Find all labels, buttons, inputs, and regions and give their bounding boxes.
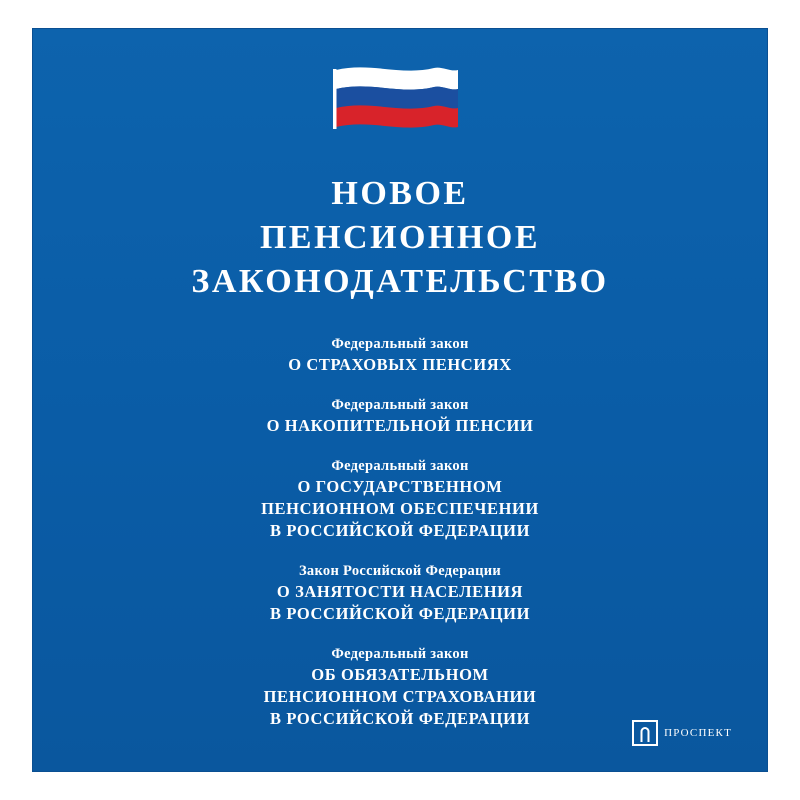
law-name-line: О СТРАХОВЫХ ПЕНСИЯХ — [288, 355, 512, 374]
russian-flag-icon — [330, 60, 470, 146]
law-name-line: О ГОСУДАРСТВЕННОМ — [297, 477, 503, 496]
laws-list — [32, 334, 768, 749]
list-item — [32, 456, 768, 542]
law-name-line: В РОССИЙСКОЙ ФЕДЕРАЦИИ — [269, 709, 531, 728]
law-name-line: ОБ ОБЯЗАТЕЛЬНОМ — [311, 665, 489, 684]
law-kind: Федеральный закон — [331, 646, 469, 662]
law-name — [32, 476, 768, 542]
book-cover — [32, 28, 768, 772]
publisher-name: ПРОСПЕКТ — [664, 727, 732, 739]
law-name-line: О НАКОПИТЕЛЬНОЙ ПЕНСИИ — [266, 416, 534, 435]
title-line-3: ЗАКОНОДАТЕЛЬСТВО — [191, 263, 609, 300]
law-name-line: ПЕНСИОННОМ ОБЕСПЕЧЕНИИ — [261, 499, 539, 518]
title-line-2: ПЕНСИОННОЕ — [259, 219, 541, 256]
list-item — [32, 561, 768, 625]
list-item — [32, 644, 768, 730]
list-item — [32, 395, 768, 437]
law-name-line: О ЗАНЯТОСТИ НАСЕЛЕНИЯ — [276, 582, 524, 601]
title-line-1: НОВОЕ — [331, 175, 469, 212]
law-name — [32, 415, 768, 437]
law-kind: Федеральный закон — [331, 397, 469, 413]
law-name — [32, 354, 768, 376]
law-kind: Федеральный закон — [331, 458, 469, 474]
law-kind: Федеральный закон — [331, 336, 469, 352]
publisher-logo — [632, 720, 732, 746]
law-name-line: В РОССИЙСКОЙ ФЕДЕРАЦИИ — [269, 604, 531, 623]
page-title — [32, 172, 768, 304]
prospekt-arch-logo-icon — [632, 720, 658, 746]
law-kind: Закон Российской Федерации — [298, 563, 502, 579]
law-name-line: ПЕНСИОННОМ СТРАХОВАНИИ — [263, 687, 537, 706]
list-item — [32, 334, 768, 376]
law-name — [32, 581, 768, 625]
law-name-line: В РОССИЙСКОЙ ФЕДЕРАЦИИ — [269, 521, 531, 540]
